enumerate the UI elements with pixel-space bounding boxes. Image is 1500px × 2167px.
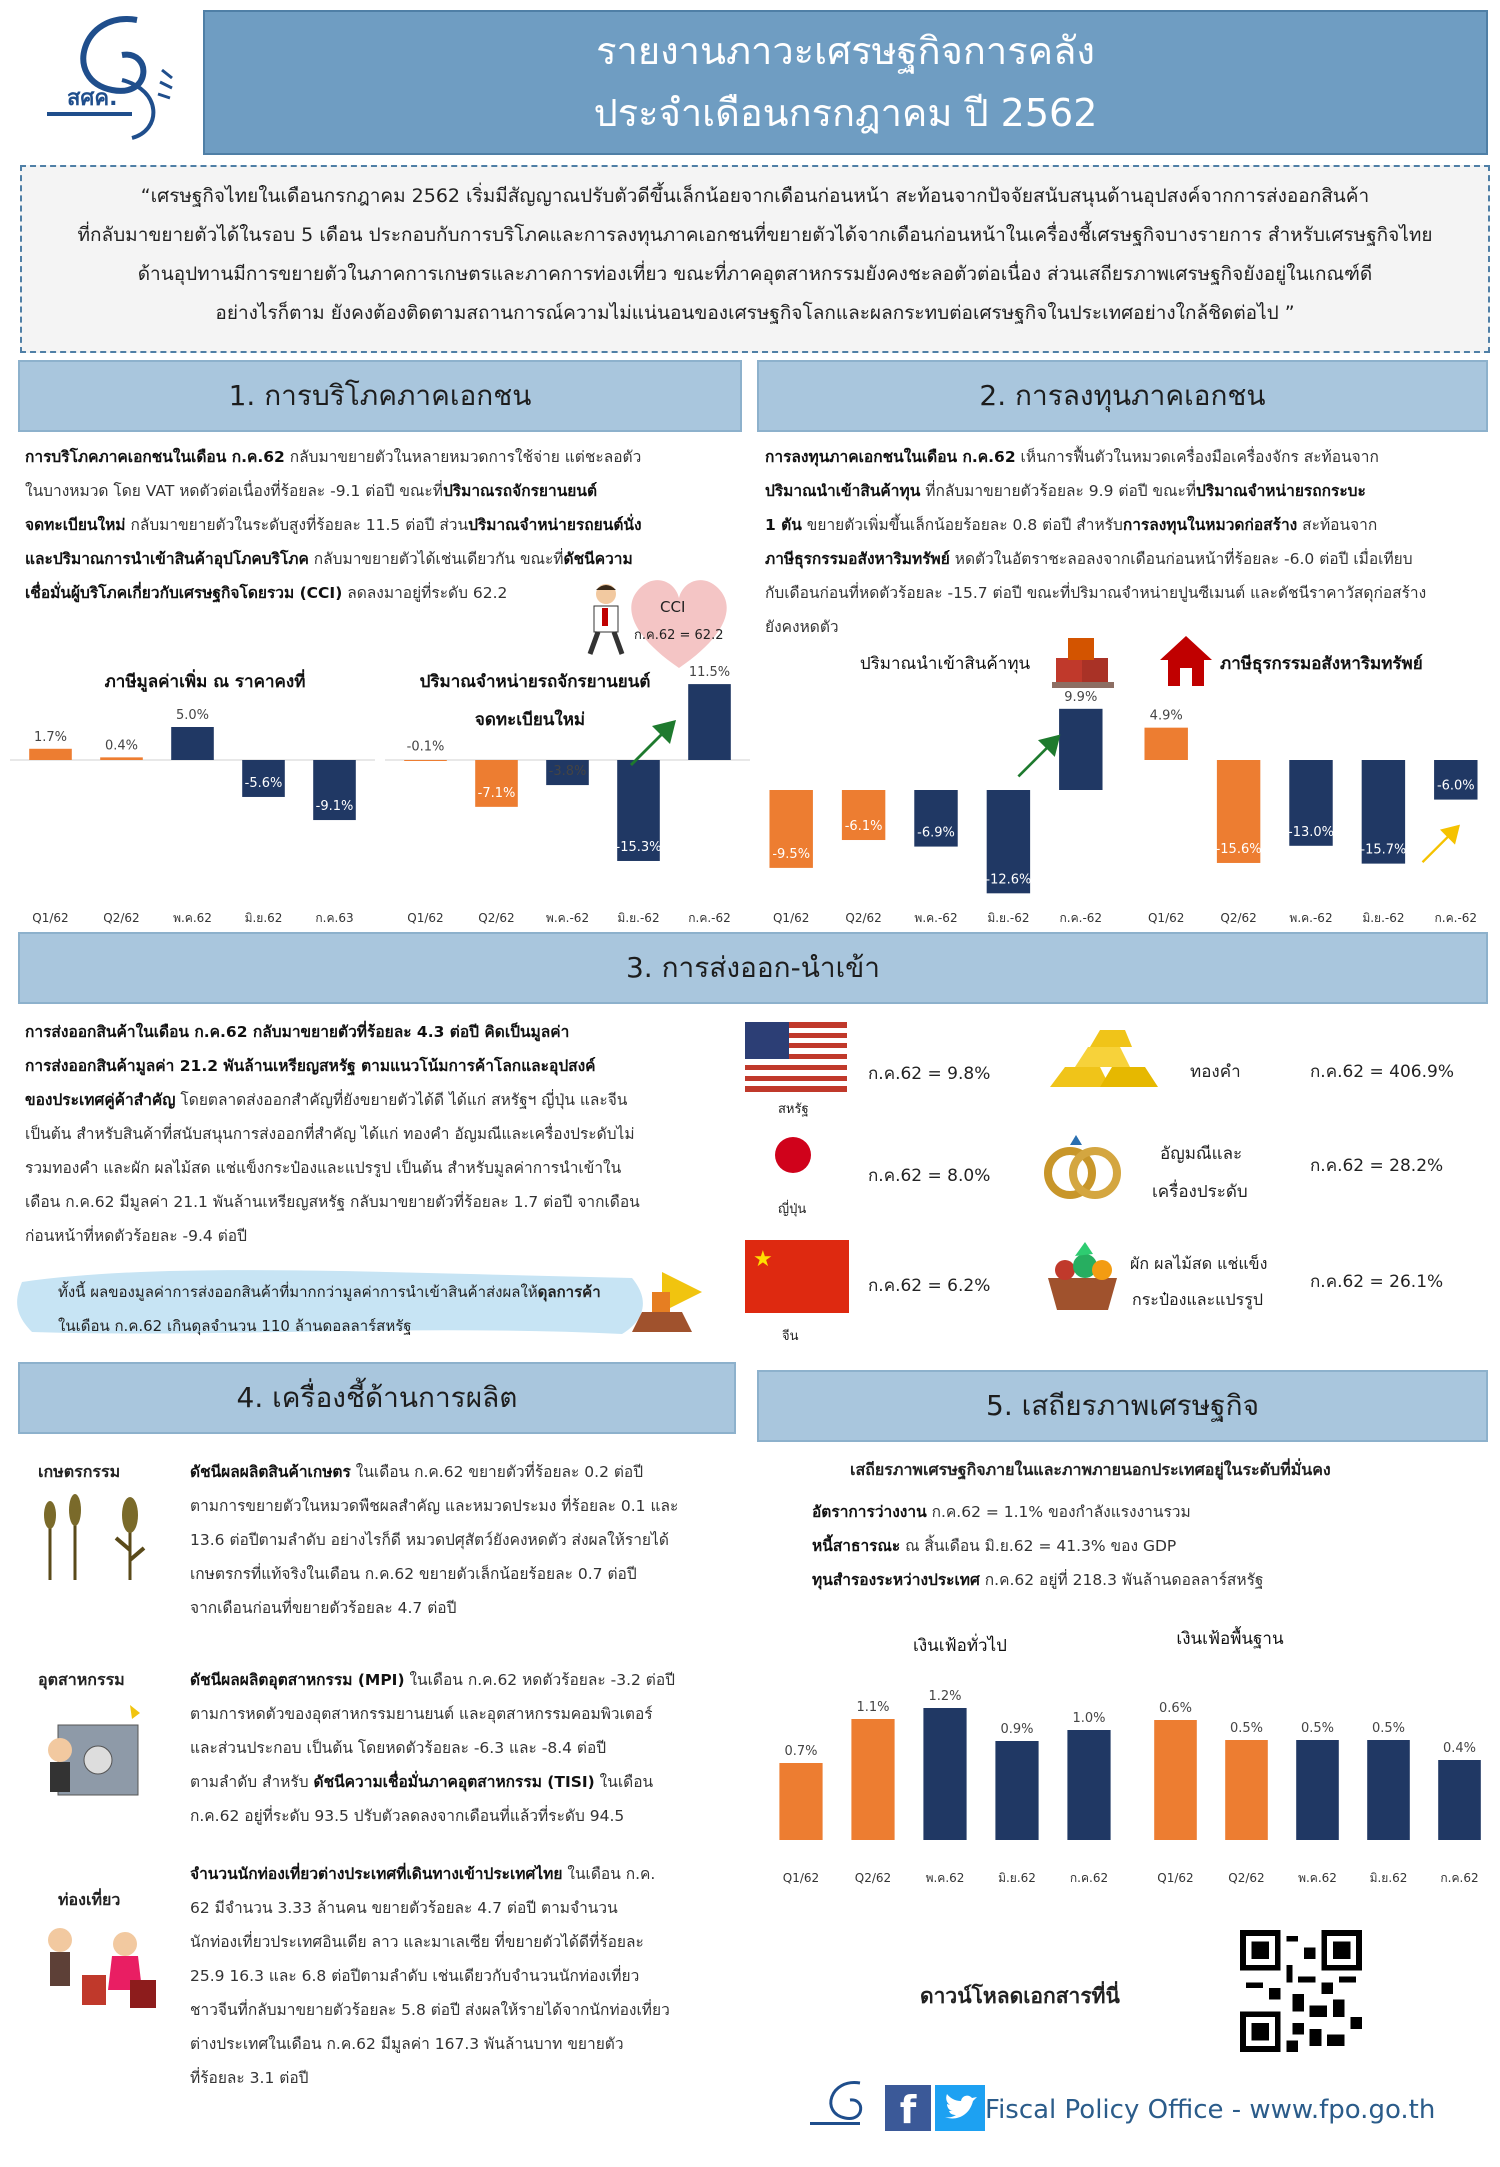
agriculture-text: [190, 1455, 728, 1625]
text-bold: ปริมาณรถจักรยานยนต์: [442, 482, 598, 500]
chart-tick-label: มิ.ย.62: [1369, 1871, 1408, 1885]
chart-title: เงินเฟ้อพื้นฐาน: [1176, 1629, 1284, 1649]
chart-data-label: 1.2%: [928, 1689, 962, 1704]
chart-data-label: -6.0%: [1436, 778, 1475, 794]
text: เป็นต้น สำหรับสินค้าที่สนับสนุนการส่งออกที่สำคัญ ได้แก่ ทองคำ อัญมณีและเครื่องประดับไม่: [25, 1125, 635, 1143]
wheat-icon: [30, 1490, 155, 1582]
chart-bar: [1367, 1740, 1410, 1840]
chart-tick-label: มิ.ย.62: [998, 1871, 1036, 1885]
chart-data-label: -9.1%: [315, 799, 354, 815]
chart-tick-label: ก.ค.62: [1440, 1871, 1479, 1885]
text: ตามการขยายตัวในหมวดพืชผลสำคัญ และหมวดประมง ที่ร้อยละ 0.1 และ: [190, 1497, 679, 1515]
chart-tick-label: พ.ค.-62: [1289, 911, 1333, 925]
text: ในเดือน: [594, 1773, 654, 1791]
svg-text:★: ★: [753, 1247, 773, 1272]
text-bold: ดัชนีผลผลิตสินค้าเกษตร: [190, 1463, 351, 1481]
chart-title: จดทะเบียนใหม่: [474, 710, 586, 730]
text: ลดลงมาอยู่ที่ระดับ 62.2: [342, 584, 508, 602]
vegetables-basket-icon: [1040, 1238, 1125, 1313]
text-bold: ภาษีธุรกรรมอสังหาริมทรัพย์: [765, 550, 950, 568]
up-arrow-icon: [622, 712, 682, 772]
chart-data-label: 5.0%: [175, 708, 210, 723]
summary-line: ด้านอุปทานมีการขยายตัวในภาคการเกษตรและภาคการท่องเที่ยว ขณะที่ภาคอุตสาหกรรมยังคงชะลอตัวต่อเนื่อง ส่วนเสถียรภาพเศรษฐกิจยังอยู่ในเกณฑ์ดี: [137, 263, 1373, 285]
chart-tick-label: Q2/62: [478, 911, 515, 925]
header-subtitle: ประจำเดือนกรกฎาคม ปี 2562: [593, 91, 1098, 135]
text-bold: ดุลการค้า: [537, 1283, 601, 1301]
chart-tick-label: ก.ค.63: [315, 911, 354, 925]
chart-tick-label: พ.ค.-62: [545, 911, 590, 925]
chart-tick-label: ก.ค.-62: [1059, 911, 1103, 925]
chart-tick-label: Q2/62: [103, 911, 140, 925]
text: กลับมาขยายตัวได้เช่นเดียวกัน ขณะที่: [308, 550, 564, 568]
chart-data-label: 0.4%: [104, 738, 139, 754]
boxes-icon: [1052, 636, 1114, 688]
text: กับเดือนก่อนที่หดตัวร้อยละ -15.7 ต่อปี ขณะที่ปริมาณจำหน่ายปูนซีเมนต์ และดัชนีราคาวัสดุก่อสร้าง: [765, 584, 1427, 602]
section-4-title: 4. เครื่องชี้ด้านการผลิต: [18, 1362, 736, 1434]
chart-core-inflation: [1135, 1660, 1500, 1890]
text: ทั้งนี้ ผลของมูลค่าการส่งออกสินค้าที่มากกว่ามูลค่าการนำเข้าสินค้าส่งผลให้: [58, 1283, 538, 1301]
chart-data-label: 0.5%: [1300, 1721, 1335, 1736]
product-value: ก.ค.62 = 406.9%: [1310, 1062, 1454, 1082]
chart-data-label: 0.4%: [1442, 1741, 1477, 1756]
chart-tick-label: Q1/62: [407, 911, 444, 925]
text-bold: ปริมาณนำเข้าสินค้าทุน: [765, 482, 921, 500]
chart-data-label: 9.9%: [1064, 689, 1098, 705]
text-bold: การลงทุนในหมวดก่อสร้าง: [1122, 516, 1298, 534]
text-bold: ดัชนีผลผลิตอุตสาหกรรม (MPI): [190, 1671, 405, 1689]
text-bold: 1 ตัน: [765, 516, 802, 534]
logo-text: สศค.: [67, 86, 118, 111]
text: ตามการหดตัวของอุตสาหกรรมยานยนต์ และอุตสาหกรรมคอมพิวเตอร์: [190, 1705, 653, 1723]
chart-data-label: -3.8%: [548, 764, 587, 780]
chart-tick-label: มิ.ย.62: [244, 911, 283, 925]
text: ชาวจีนที่กลับมาขยายตัวร้อยละ 5.8 ต่อปี ส่งผลให้รายได้จากนักท่องเที่ยว: [190, 2001, 670, 2019]
chart-tick-label: ก.ค.-62: [688, 911, 731, 925]
chart-bar: [171, 727, 214, 760]
text: 25.9 16.3 และ 6.8 ต่อปีตามลำดับ เช่นเดียวกับจำนวนนักท่องเที่ยว: [190, 1967, 640, 1985]
text: ในเดือน ก.ค.: [562, 1865, 656, 1883]
chart-vat: [10, 700, 375, 930]
summary-line: ที่กลับมาขยายตัวได้ในรอบ 5 เดือน ประกอบกับการบริโภคและการลงทุนภาคเอกชนที่ขยายตัวได้จากเดือนก่อนหน้าในเครื่องชี้เศรษฐกิจบางรายการ สำหรับเศรษฐกิจไทย: [77, 224, 1433, 246]
text: ที่กลับมาขยายตัวร้อยละ 9.9 ต่อปี ขณะที่: [920, 482, 1197, 500]
chart-data-label: -9.5%: [772, 846, 811, 862]
chart-tick-label: Q2/62: [854, 1871, 892, 1885]
chart-bar: [923, 1708, 966, 1840]
gold-bars-icon: [1040, 1012, 1165, 1092]
text-bold: การส่งออกสินค้ามูลค่า 21.2 พันล้านเหรียญสหรัฐ ตามแนวโน้มการค้าโลกและอุปสงค์: [25, 1057, 596, 1075]
text: นักท่องเที่ยวประเทศอินเดีย ลาว และมาเลเซีย ที่ขยายตัวได้ดีที่ร้อยละ: [190, 1933, 644, 1951]
text: หดตัวในอัตราชะลอลงจากเดือนก่อนหน้าที่ร้อยละ -6.0 ต่อปี เมื่อเทียบ: [949, 550, 1413, 568]
product-value: ก.ค.62 = 26.1%: [1310, 1272, 1444, 1292]
fpo-logo: [42, 10, 192, 150]
chart-data-label: -0.1%: [406, 739, 445, 755]
country-value: ก.ค.62 = 6.2%: [868, 1276, 991, 1296]
text-bold: การลงทุนภาคเอกชนในเดือน ก.ค.62: [765, 448, 1016, 466]
agriculture-label: เกษตรกรรม: [38, 1462, 121, 1481]
text-bold: ปริมาณจำหน่ายรถยนต์นั่ง: [468, 516, 642, 534]
chart-title: ภาษีธุรกรรมอสังหาริมทรัพย์: [1220, 654, 1423, 674]
country-value: ก.ค.62 = 8.0%: [868, 1166, 991, 1186]
chart-tick-label: พ.ค.62: [173, 911, 212, 925]
report-header: [203, 10, 1488, 155]
text: ต่างประเทศในเดือน ก.ค.62 มีมูลค่า 167.3 พันล้านบาท ขยายตัว: [190, 2035, 624, 2053]
text: 13.6 ต่อปีตามลำดับ อย่างไรก็ดี หมวดปศุสัตว์ยังคงหดตัว ส่งผลให้รายได้: [190, 1531, 669, 1549]
text: ตามลำดับ สำหรับ: [190, 1773, 314, 1791]
text-bold: อัตราการว่างงาน: [812, 1503, 927, 1521]
section-5-title: 5. เสถียรภาพเศรษฐกิจ: [757, 1370, 1488, 1442]
chart-tick-label: Q1/62: [32, 911, 69, 925]
banner-line-2: ในเดือน ก.ค.62 เกินดุลจำนวน 110 ล้านดอลลาร์สหรัฐ: [58, 1317, 412, 1335]
product-name: อัญมณีและ: [1160, 1144, 1243, 1164]
text-bold: จำนวนนักท่องเที่ยวต่างประเทศที่เดินทางเข้าประเทศไทย: [190, 1865, 563, 1883]
section-2-title: 2. การลงทุนภาคเอกชน: [757, 360, 1488, 432]
industry-text: [190, 1663, 728, 1833]
text-bold: ปริมาณจำหน่ายรถกระบะ: [1196, 482, 1366, 500]
china-flag-icon: [745, 1240, 849, 1313]
product-name: กระป๋องและแปรรูป: [1132, 1290, 1263, 1309]
chart-title: ปริมาณนำเข้าสินค้าทุน: [859, 654, 1031, 674]
chart-bar: [29, 749, 72, 760]
country-name: สหรัฐ: [778, 1102, 809, 1117]
chart-tick-label: Q1/62: [772, 911, 810, 925]
text-bold: การบริโภคภาคเอกชนในเดือน ก.ค.62: [25, 448, 285, 466]
text: จากเดือนก่อนที่ขยายตัวร้อยละ 4.7 ต่อปี: [190, 1599, 457, 1617]
cci-value: ก.ค.62 = 62.2: [634, 628, 724, 643]
text-bold: ของประเทศคู่ค้าสำคัญ: [25, 1091, 176, 1109]
rings-icon: [1040, 1125, 1125, 1203]
up-arrow-icon: [1415, 818, 1465, 868]
footer-link[interactable]: Fiscal Policy Office - www.fpo.go.th: [985, 2095, 1436, 2125]
chart-tick-label: มิ.ย.-62: [1362, 911, 1405, 925]
japan-flag-icon: [768, 1130, 818, 1180]
summary-box: [20, 165, 1490, 353]
text-bold: และปริมาณการนำเข้าสินค้าอุปโภคบริโภค: [25, 550, 309, 568]
chart-tick-label: Q1/62: [782, 1871, 820, 1885]
chart-data-label: 0.5%: [1371, 1721, 1406, 1736]
chart-tick-label: มิ.ย.-62: [617, 911, 660, 925]
tourism-text: [190, 1857, 728, 2095]
chart-title: เงินเฟ้อทั่วไป: [913, 1636, 1007, 1656]
chart-data-label: 4.9%: [1149, 708, 1183, 724]
chart-bar: [1225, 1740, 1268, 1840]
chart-tick-label: มิ.ย.-62: [987, 911, 1030, 925]
text: และส่วนประกอบ เป็นต้น โดยหดตัวร้อยละ -6.3 และ -8.4 ต่อปี: [190, 1739, 607, 1757]
chart-data-label: -12.6%: [985, 872, 1032, 888]
chart-tick-label: พ.ค.62: [1298, 1871, 1337, 1885]
chart-tick-label: ก.ค.-62: [1434, 911, 1478, 925]
industry-label: อุตสาหกรรม: [38, 1670, 125, 1689]
text: ณ สิ้นเดือน มิ.ย.62 = 41.3% ของ GDP: [900, 1537, 1177, 1555]
tourists-icon: [30, 1920, 160, 2015]
summary-line: อย่างไรก็ตาม ยังคงต้องติดตามสถานการณ์ความไม่แน่นอนของเศรษฐกิจโลกและผลกระทบต่อเศรษฐกิจในประเทศอย่างใกล้ชิดต่อไป ”: [215, 302, 1295, 324]
chart-data-label: 1.0%: [1072, 1711, 1106, 1726]
chart-tick-label: Q2/62: [845, 911, 882, 925]
stability-heading: เสถียรภาพเศรษฐกิจภายในและภาพภายนอกประเทศอยู่ในระดับที่มั่นคง: [850, 1460, 1331, 1479]
chart-tick-label: พ.ค.62: [925, 1871, 965, 1885]
text: รวมทองคำ และผัก ผลไม้สด แช่แข็งกระป๋องและแปรรูป เป็นต้น สำหรับมูลค่าการนำเข้าใน: [25, 1159, 622, 1177]
chart-data-label: -5.6%: [244, 775, 283, 791]
product-value: ก.ค.62 = 28.2%: [1310, 1156, 1444, 1176]
text: เห็นการฟื้นตัวในหมวดเครื่องมือเครื่องจักร สะท้อนจาก: [1015, 448, 1379, 466]
text: ขยายตัวเพิ่มขึ้นเล็กน้อยร้อยละ 0.8 ต่อปี สำหรับ: [801, 516, 1123, 534]
text: ที่ร้อยละ 3.1 ต่อปี: [190, 2069, 309, 2087]
text: ก่อนหน้าที่หดตัวร้อยละ -9.4 ต่อปี: [25, 1227, 247, 1245]
chart-tick-label: Q1/62: [1157, 1871, 1194, 1885]
chart-tick-label: พ.ค.-62: [914, 911, 958, 925]
chart-title: ปริมาณจำหน่ายรถจักรยานยนต์: [419, 672, 651, 692]
text: ในบางหมวด โดย VAT หดตัวต่อเนื่องที่ร้อยละ -9.1 ต่อปี ขณะที่: [25, 482, 443, 500]
chart-capital-goods: [750, 689, 1122, 930]
chart-data-label: -15.7%: [1360, 842, 1407, 858]
chart-data-label: 11.5%: [688, 665, 731, 681]
product-name: ผัก ผลไม้สด แช่แข็ง: [1130, 1254, 1268, 1273]
section-2-text: [765, 440, 1483, 644]
chart-bar: [688, 684, 731, 760]
section-3-text: [25, 1015, 710, 1253]
chart-bar: [1067, 1730, 1110, 1840]
product-name: เครื่องประดับ: [1152, 1182, 1248, 1202]
chart-bar: [100, 757, 143, 760]
chart-data-label: -15.3%: [615, 839, 662, 855]
text: ก.ค.62 อยู่ที่ระดับ 93.5 ปรับตัวลดลงจากเดือนที่แล้วที่ระดับ 94.5: [190, 1807, 625, 1825]
chart-data-label: 0.6%: [1158, 1701, 1193, 1716]
section-1-title: 1. การบริโภคภาคเอกชน: [18, 360, 742, 432]
text: เกษตรกรที่แท้จริงในเดือน ก.ค.62 ขยายตัวเล็กน้อยร้อยละ 0.7 ต่อปี: [190, 1565, 637, 1583]
chart-data-label: -6.1%: [844, 819, 883, 835]
summary-line: “เศรษฐกิจไทยในเดือนกรกฎาคม 2562 เริ่มมีสัญญาณปรับตัวดีขึ้นเล็กน้อยจากเดือนก่อนหน้า สะท้อนจากปัจจัยสนับสนุนด้านอุปสงค์จากการส่งออกสินค้า: [140, 185, 1370, 207]
text: กลับมาขยายตัวในหลายหมวดการใช้จ่าย แต่ชะลอตัว: [284, 448, 642, 466]
stability-text: [812, 1495, 1482, 1597]
text-bold: การส่งออกสินค้าในเดือน ก.ค.62 กลับมาขยายตัวที่ร้อยละ 4.3 ต่อปี คิดเป็นมูลค่า: [25, 1023, 570, 1041]
cci-label: CCI: [660, 598, 686, 616]
header-title: รายงานภาวะเศรษฐกิจการคลัง: [596, 29, 1095, 73]
text: ก.ค.62 อยู่ที่ 218.3 พันล้านดอลลาร์สหรัฐ: [979, 1571, 1264, 1589]
twitter-icon[interactable]: [935, 2085, 985, 2131]
chart-title: ภาษีมูลค่าเพิ่ม ณ ราคาคงที่: [104, 672, 306, 692]
text: ในเดือน ก.ค.62 หดตัวร้อยละ -3.2 ต่อปี: [404, 1671, 675, 1689]
country-name: ญี่ปุ่น: [778, 1202, 807, 1217]
chart-data-label: 0.7%: [784, 1744, 818, 1759]
text-bold: จดทะเบียนใหม่: [25, 516, 126, 534]
chart-data-label: 1.1%: [856, 1700, 890, 1715]
text: สะท้อนจาก: [1297, 516, 1378, 534]
chart-data-label: 1.7%: [33, 729, 68, 745]
text-bold: ทุนสำรองระหว่างประเทศ: [812, 1571, 980, 1589]
chart-headline-inflation: [760, 1660, 1130, 1890]
text: 62 มีจำนวน 3.33 ล้านคน ขยายตัวร้อยละ 4.7 ต่อปี ตามจำนวน: [190, 1899, 618, 1917]
chart-tick-label: Q1/62: [1147, 911, 1185, 925]
chart-data-label: -7.1%: [477, 785, 516, 801]
facebook-icon[interactable]: f: [885, 2085, 931, 2131]
chart-data-label: 0.5%: [1229, 1721, 1264, 1736]
text-bold: เชื่อมั่นผู้บริโภคเกี่ยวกับเศรษฐกิจโดยรวม (CCI): [25, 584, 343, 602]
fpo-small-logo: [805, 2078, 887, 2138]
text: โดยตลาดส่งออกสำคัญที่ยังขยายตัวได้ดี ได้แก่ สหรัฐฯ ญี่ปุ่น และจีน: [175, 1091, 628, 1109]
banner-line-1: [58, 1280, 601, 1304]
chart-data-label: -15.6%: [1215, 841, 1262, 857]
chart-bar: [995, 1741, 1038, 1840]
chart-data-label: -13.0%: [1288, 824, 1334, 840]
section-3-title: 3. การส่งออก-นำเข้า: [18, 932, 1488, 1004]
safe-icon: [30, 1695, 160, 1810]
text: เดือน ก.ค.62 มีมูลค่า 21.1 พันล้านเหรียญสหรัฐ กลับมาขยายตัวที่ร้อยละ 1.7 ต่อปี จากเดือน: [25, 1193, 640, 1211]
text: กลับมาขยายตัวในระดับสูงที่ร้อยละ 11.5 ต่อปี ส่วน: [125, 516, 469, 534]
house-icon: [1158, 634, 1214, 688]
download-label: ดาวน์โหลดเอกสารที่นี่: [920, 1984, 1120, 2008]
country-value: ก.ค.62 = 9.8%: [868, 1064, 991, 1084]
tourism-label: ท่องเที่ยว: [58, 1890, 121, 1909]
text-bold: ดัชนีความ: [563, 550, 633, 568]
chart-tick-label: Q2/62: [1228, 1871, 1265, 1885]
chart-bar: [851, 1719, 894, 1840]
text: ก.ค.62 = 1.1% ของกำลังแรงงานรวม: [926, 1503, 1191, 1521]
chart-data-label: -6.9%: [917, 825, 955, 841]
us-flag-icon: [745, 1022, 847, 1092]
chart-bar: [1438, 1760, 1481, 1840]
chart-tick-label: Q2/62: [1220, 911, 1257, 925]
chart-real-estate-tax: [1125, 700, 1497, 930]
country-name: จีน: [782, 1329, 799, 1344]
chart-tick-label: ก.ค.62: [1069, 1871, 1109, 1885]
chart-bar: [779, 1763, 822, 1840]
chart-bar: [404, 760, 447, 761]
up-arrow-icon: [1010, 727, 1066, 783]
chart-bar: [1154, 1720, 1197, 1840]
chart-bar: [1144, 728, 1187, 760]
text: ในเดือน ก.ค.62 ขยายตัวที่ร้อยละ 0.2 ต่อปี: [350, 1463, 644, 1481]
text-bold: ดัชนีความเชื่อมั่นภาคอุตสาหกรรม (TISI): [313, 1773, 595, 1791]
cci-heart-icon: [625, 573, 733, 673]
product-name: ทองคำ: [1190, 1062, 1241, 1082]
text-bold: หนี้สาธารณะ: [812, 1537, 901, 1555]
text: ยังคงหดตัว: [765, 618, 839, 636]
chart-bar: [1296, 1740, 1339, 1840]
chart-data-label: 0.9%: [1000, 1722, 1034, 1737]
qr-code-icon[interactable]: [1240, 1930, 1362, 2052]
